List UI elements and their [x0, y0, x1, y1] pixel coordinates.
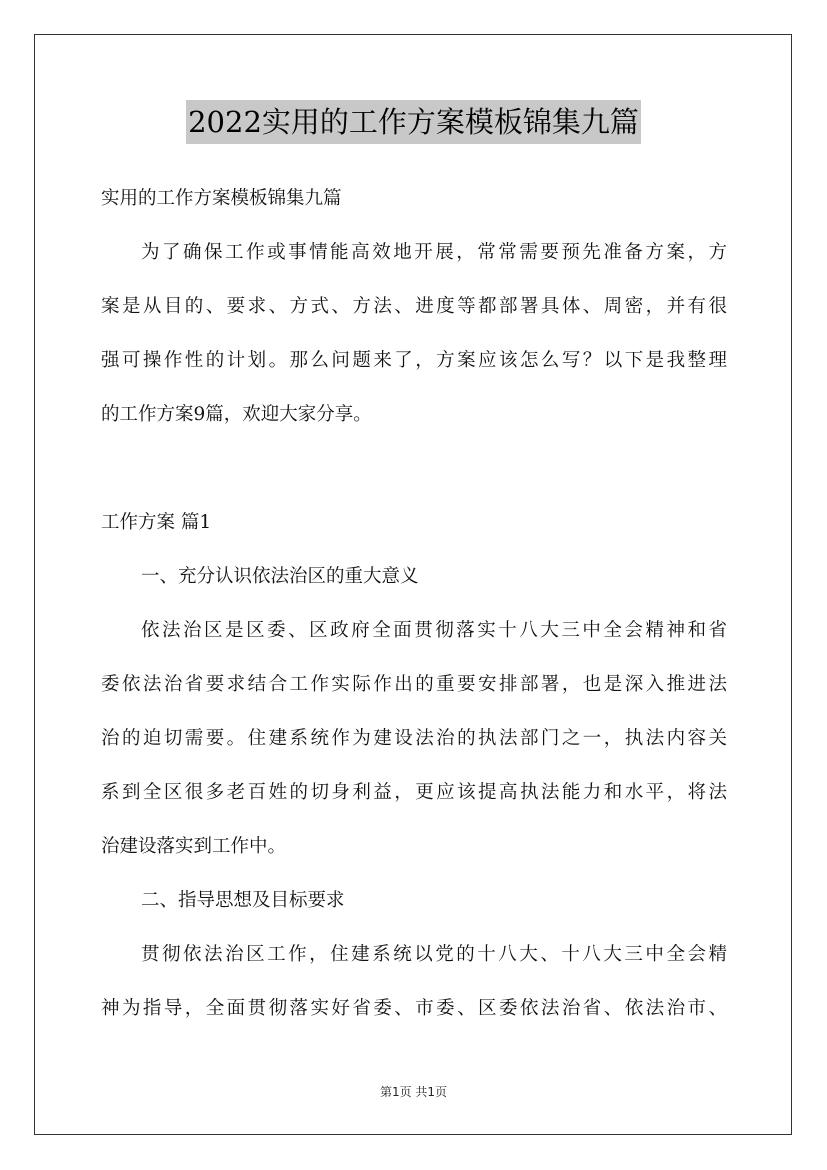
page-footer: 第1页 共1页: [379, 1085, 448, 1099]
document-body: [101, 172, 727, 1036]
paragraph-1-line: 治建设落实到工作中。: [101, 836, 287, 857]
heading-1: 一、充分认识依法治区的重大意义: [141, 566, 419, 587]
intro-line: 为了确保工作或事情能高效地开展，常常需要预先准备方案，方: [141, 242, 727, 263]
paragraph-2-line: 神为指导，全面贯彻落实好省委、市委、区委依法治省、依法治市、: [101, 998, 727, 1019]
heading-2: 二、指导思想及目标要求: [141, 890, 345, 911]
intro-line: 的工作方案9篇，欢迎大家分享。: [101, 404, 372, 425]
paragraph-1-line: 系到全区很多老百姓的切身利益，更应该提高执法能力和水平，将法: [101, 782, 727, 803]
paragraph-2-line: 贯彻依法治区工作，住建系统以党的十八大、十八大三中全会精: [141, 944, 727, 965]
intro-line: 案是从目的、要求、方式、方法、进度等都部署具体、周密，并有很: [101, 296, 727, 317]
document-title: 2022实用的工作方案模板锦集九篇: [186, 100, 641, 144]
spacer: [101, 442, 727, 496]
title-container: [0, 100, 827, 144]
paragraph-1-line: 治的迫切需要。住建系统作为建设法治的执法部门之一，执法内容关: [101, 728, 727, 749]
section-title: 工作方案 篇1: [101, 512, 212, 533]
document-subtitle: 实用的工作方案模板锦集九篇: [101, 188, 342, 209]
intro-line: 强可操作性的计划。那么问题来了，方案应该怎么写？以下是我整理: [101, 350, 727, 371]
paragraph-1-line: 依法治区是区委、区政府全面贯彻落实十八大三中全会精神和省: [141, 620, 727, 641]
paragraph-1-line: 委依法治省要求结合工作实际作出的重要安排部署，也是深入推进法: [101, 674, 727, 695]
